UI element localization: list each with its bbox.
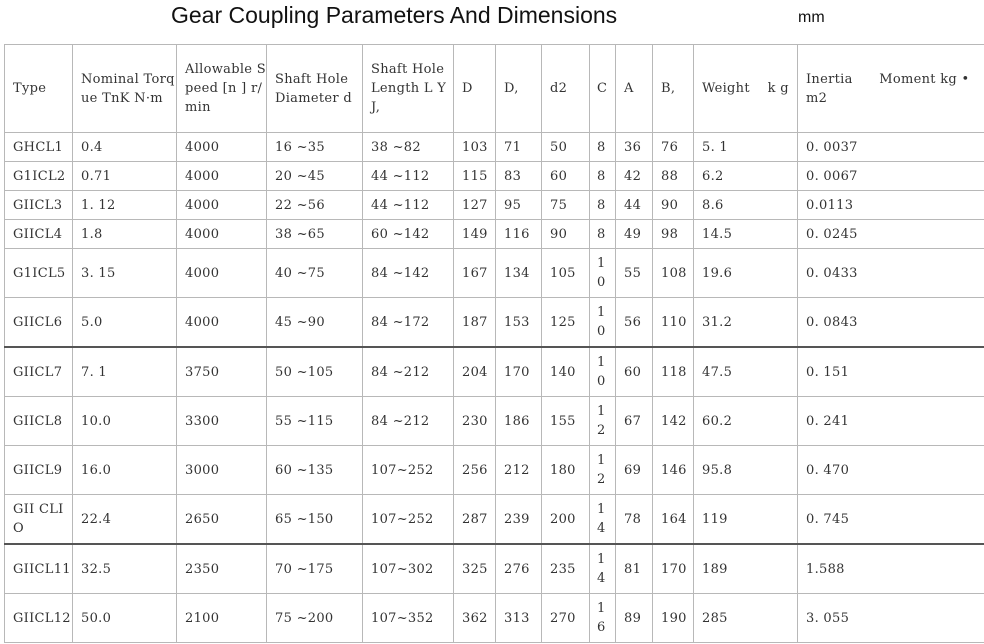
table-cell: 189 xyxy=(694,544,798,594)
table-cell: 115 xyxy=(454,162,496,191)
table-cell: 50 xyxy=(542,133,590,162)
table-cell: 4000 xyxy=(177,162,267,191)
table-cell: 287 xyxy=(454,495,496,545)
table-cell: 95.8 xyxy=(694,446,798,495)
table-cell: GIICL9 xyxy=(5,446,73,495)
table-row xyxy=(5,446,984,495)
table-cell: 4000 xyxy=(177,220,267,249)
table-cell: 2650 xyxy=(177,495,267,545)
table-cell: 3. 15 xyxy=(73,249,177,298)
table-cell: 5. 1 xyxy=(694,133,798,162)
table-cell: 140 xyxy=(542,347,590,397)
table-cell: 3750 xyxy=(177,347,267,397)
table-cell: 38 ~82 xyxy=(363,133,454,162)
table-cell: 3000 xyxy=(177,446,267,495)
table-cell: 95 xyxy=(496,191,542,220)
table-cell: 60 ~142 xyxy=(363,220,454,249)
table-cell: 8 xyxy=(590,191,616,220)
table-cell: 107~302 xyxy=(363,544,454,594)
table-cell: 31.2 xyxy=(694,298,798,348)
table-cell: 204 xyxy=(454,347,496,397)
table-cell: 2100 xyxy=(177,594,267,643)
table-row xyxy=(5,397,984,446)
table-cell: 125 xyxy=(542,298,590,348)
table-cell: 70 ~175 xyxy=(267,544,363,594)
page-title: Gear Coupling Parameters And Dimensions xyxy=(171,2,618,28)
table-cell: 313 xyxy=(496,594,542,643)
table-cell: 0. 241 xyxy=(798,397,984,446)
table-cell: 47.5 xyxy=(694,347,798,397)
header-cell: A xyxy=(616,45,653,133)
table-cell: 90 xyxy=(653,191,694,220)
header-cell: Weight k g xyxy=(694,45,798,133)
table-cell: 107~252 xyxy=(363,446,454,495)
table-cell: 98 xyxy=(653,220,694,249)
table-cell: 180 xyxy=(542,446,590,495)
table-cell: 190 xyxy=(653,594,694,643)
coupling-table xyxy=(4,44,984,643)
header-cell: Shaft Hole Length L Y J, xyxy=(363,45,454,133)
table-cell: 22.4 xyxy=(73,495,177,545)
table-cell: 107~252 xyxy=(363,495,454,545)
table-cell: 155 xyxy=(542,397,590,446)
table-cell: 325 xyxy=(454,544,496,594)
table-cell: 0. 470 xyxy=(798,446,984,495)
table-cell: 8 xyxy=(590,220,616,249)
table-cell: GIICL6 xyxy=(5,298,73,348)
table-cell: 8.6 xyxy=(694,191,798,220)
table-cell: 4000 xyxy=(177,249,267,298)
table-cell: GIICL11 xyxy=(5,544,73,594)
table-cell: 187 xyxy=(454,298,496,348)
header-cell: Allowable Speed [n ] r/min xyxy=(177,45,267,133)
table-cell: 212 xyxy=(496,446,542,495)
table-cell: 3. 055 xyxy=(798,594,984,643)
table-cell: 75 xyxy=(542,191,590,220)
table-cell: 20 ~45 xyxy=(267,162,363,191)
table-cell: 0.4 xyxy=(73,133,177,162)
table-cell: 14 xyxy=(590,495,616,545)
table-cell: 239 xyxy=(496,495,542,545)
table-cell: 0. 0245 xyxy=(798,220,984,249)
header-cell: Type xyxy=(5,45,73,133)
table-cell: 4000 xyxy=(177,191,267,220)
header-cell: C xyxy=(590,45,616,133)
table-cell: 0.0113 xyxy=(798,191,984,220)
table-cell: 78 xyxy=(616,495,653,545)
table-row xyxy=(5,347,984,397)
table-cell: 7. 1 xyxy=(73,347,177,397)
table-cell: 230 xyxy=(454,397,496,446)
table-cell: 1.8 xyxy=(73,220,177,249)
table-cell: 44 ~112 xyxy=(363,191,454,220)
header-cell: Inertia Moment kg • m2 xyxy=(798,45,984,133)
table-cell: 49 xyxy=(616,220,653,249)
header-cell: D xyxy=(454,45,496,133)
table-cell: 116 xyxy=(496,220,542,249)
table-cell: 65 ~150 xyxy=(267,495,363,545)
table-cell: 40 ~75 xyxy=(267,249,363,298)
table-cell: 14 xyxy=(590,544,616,594)
table-cell: 256 xyxy=(454,446,496,495)
table-row xyxy=(5,544,984,594)
table-cell: 38 ~65 xyxy=(267,220,363,249)
table-cell: 170 xyxy=(653,544,694,594)
table-cell: 8 xyxy=(590,162,616,191)
table-cell: 5.0 xyxy=(73,298,177,348)
table-cell: 167 xyxy=(454,249,496,298)
table-cell: 10.0 xyxy=(73,397,177,446)
table-cell: 56 xyxy=(616,298,653,348)
unit-label: mm xyxy=(798,9,825,26)
header-cell: Shaft Hole Diameter d xyxy=(267,45,363,133)
table-cell: 4000 xyxy=(177,133,267,162)
table-cell: 186 xyxy=(496,397,542,446)
table-row xyxy=(5,191,984,220)
table-cell: GHCL1 xyxy=(5,133,73,162)
table-cell: 118 xyxy=(653,347,694,397)
table-cell: 16.0 xyxy=(73,446,177,495)
table-cell: 44 ~112 xyxy=(363,162,454,191)
table-cell: 10 xyxy=(590,298,616,348)
table-cell: 88 xyxy=(653,162,694,191)
table-cell: 0. 0433 xyxy=(798,249,984,298)
table-cell: 84 ~172 xyxy=(363,298,454,348)
table-cell: 1. 12 xyxy=(73,191,177,220)
table-cell: 76 xyxy=(653,133,694,162)
table-cell: 4000 xyxy=(177,298,267,348)
table-cell: 142 xyxy=(653,397,694,446)
table-cell: 1.588 xyxy=(798,544,984,594)
table-cell: 362 xyxy=(454,594,496,643)
table-cell: GII CLIO xyxy=(5,495,73,545)
table-cell: 55 ~115 xyxy=(267,397,363,446)
table-cell: 69 xyxy=(616,446,653,495)
table-cell: 42 xyxy=(616,162,653,191)
table-cell: 164 xyxy=(653,495,694,545)
table-cell: 16 ~35 xyxy=(267,133,363,162)
table-cell: GIICL4 xyxy=(5,220,73,249)
table-cell: 84 ~212 xyxy=(363,347,454,397)
table-cell: 60.2 xyxy=(694,397,798,446)
table-cell: 108 xyxy=(653,249,694,298)
header-cell: d2 xyxy=(542,45,590,133)
table-cell: 6.2 xyxy=(694,162,798,191)
table-cell: 0.71 xyxy=(73,162,177,191)
table-cell: 119 xyxy=(694,495,798,545)
table-cell: 60 xyxy=(616,347,653,397)
table-cell: 22 ~56 xyxy=(267,191,363,220)
table-cell: 235 xyxy=(542,544,590,594)
table-row xyxy=(5,220,984,249)
table-cell: 84 ~212 xyxy=(363,397,454,446)
table-cell: 50 ~105 xyxy=(267,347,363,397)
table-cell: 134 xyxy=(496,249,542,298)
table-cell: 12 xyxy=(590,446,616,495)
table-cell: 50.0 xyxy=(73,594,177,643)
table-cell: 0. 0843 xyxy=(798,298,984,348)
table-cell: GIICL7 xyxy=(5,347,73,397)
table-cell: 0. 0037 xyxy=(798,133,984,162)
table-cell: 83 xyxy=(496,162,542,191)
table-cell: 0. 745 xyxy=(798,495,984,545)
table-row xyxy=(5,298,984,348)
table-cell: 200 xyxy=(542,495,590,545)
table-cell: 285 xyxy=(694,594,798,643)
table-cell: 89 xyxy=(616,594,653,643)
table-row xyxy=(5,249,984,298)
table-cell: 103 xyxy=(454,133,496,162)
table-cell: 81 xyxy=(616,544,653,594)
table-cell: 36 xyxy=(616,133,653,162)
table-cell: 67 xyxy=(616,397,653,446)
header-cell: Nominal Torque TnK N·m xyxy=(73,45,177,133)
table-cell: GIICL8 xyxy=(5,397,73,446)
table-cell: 0. 0067 xyxy=(798,162,984,191)
table-cell: 110 xyxy=(653,298,694,348)
header-cell: B, xyxy=(653,45,694,133)
table-cell: 153 xyxy=(496,298,542,348)
table-cell: 3300 xyxy=(177,397,267,446)
table-row xyxy=(5,594,984,643)
table-cell: 44 xyxy=(616,191,653,220)
header-row xyxy=(5,45,984,133)
table-cell: 60 xyxy=(542,162,590,191)
table-cell: 2350 xyxy=(177,544,267,594)
table-cell: 105 xyxy=(542,249,590,298)
table-row xyxy=(5,133,984,162)
table-cell: 55 xyxy=(616,249,653,298)
table-cell: 75 ~200 xyxy=(267,594,363,643)
table-cell: 84 ~142 xyxy=(363,249,454,298)
header-cell: D, xyxy=(496,45,542,133)
table-cell: 170 xyxy=(496,347,542,397)
table-cell: GIICL3 xyxy=(5,191,73,220)
table-cell: 45 ~90 xyxy=(267,298,363,348)
table-cell: G1ICL2 xyxy=(5,162,73,191)
table-cell: 270 xyxy=(542,594,590,643)
table-row xyxy=(5,495,984,545)
table-cell: 127 xyxy=(454,191,496,220)
table-cell: 14.5 xyxy=(694,220,798,249)
table-row xyxy=(5,162,984,191)
table-cell: 12 xyxy=(590,397,616,446)
table-cell: G1ICL5 xyxy=(5,249,73,298)
table-cell: 32.5 xyxy=(73,544,177,594)
table-cell: 8 xyxy=(590,133,616,162)
table-cell: GIICL12 xyxy=(5,594,73,643)
table-cell: 16 xyxy=(590,594,616,643)
table-cell: 71 xyxy=(496,133,542,162)
table-cell: 90 xyxy=(542,220,590,249)
table-cell: 19.6 xyxy=(694,249,798,298)
table-cell: 0. 151 xyxy=(798,347,984,397)
table-cell: 60 ~135 xyxy=(267,446,363,495)
table-cell: 10 xyxy=(590,249,616,298)
table-cell: 149 xyxy=(454,220,496,249)
table-cell: 10 xyxy=(590,347,616,397)
table-cell: 146 xyxy=(653,446,694,495)
table-cell: 276 xyxy=(496,544,542,594)
table-cell: 107~352 xyxy=(363,594,454,643)
